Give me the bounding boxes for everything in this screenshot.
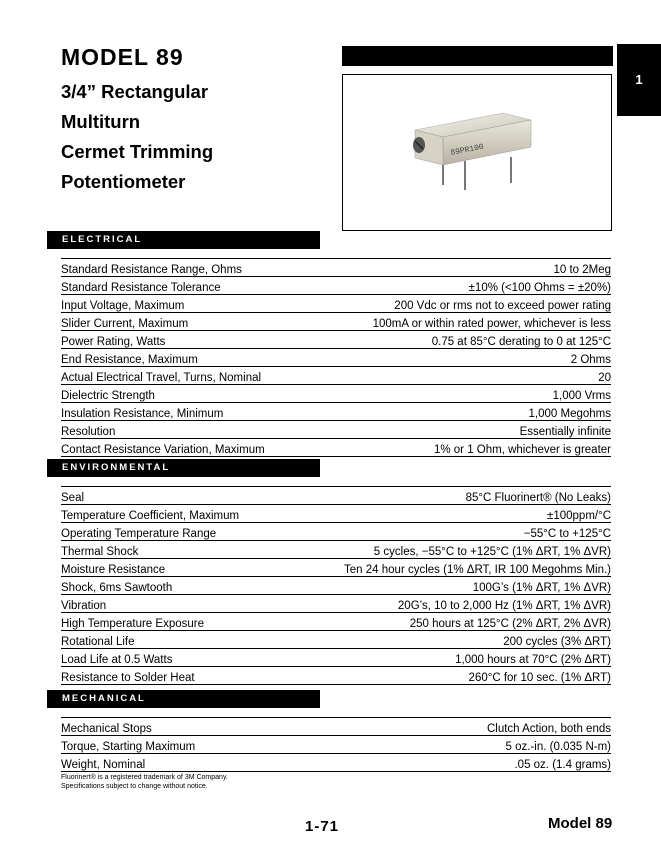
spec-label: Actual Electrical Travel, Turns, Nominal [61,367,314,385]
spec-value: 0.75 at 85°C derating to 0 at 125°C [314,331,611,349]
spec-row [61,523,611,541]
subtitle-line: 3/4” Rectangular [61,81,209,102]
spec-value: 1,000 hours at 70°C (2% ΔRT) [281,649,611,667]
spec-row [61,421,611,439]
spec-row [61,505,611,523]
spec-label: Vibration [61,595,281,613]
spec-label: Rotational Life [61,631,281,649]
spec-value: 20G’s, 10 to 2,000 Hz (1% ΔRT, 1% ΔVR) [281,595,611,613]
spec-row [61,667,611,685]
spec-row [61,754,611,772]
spec-label: Standard Resistance Range, Ohms [61,259,314,277]
spec-row [61,313,611,331]
electrical-heading: ELECTRICAL [47,231,320,249]
spec-label: Power Rating, Watts [61,331,314,349]
spec-value: .05 oz. (1.4 grams) [347,754,611,772]
spec-value: 250 hours at 125°C (2% ΔRT, 2% ΔVR) [281,613,611,631]
spec-value: 1% or 1 Ohm, whichever is greater [314,439,611,457]
footnotes [61,773,228,791]
spec-label: End Resistance, Maximum [61,349,314,367]
product-photo [342,74,612,231]
spec-label: Operating Temperature Range [61,523,281,541]
spec-label: Standard Resistance Tolerance [61,277,314,295]
product-label: 89PR100 [449,142,485,158]
spec-row [61,613,611,631]
mechanical-heading: MECHANICAL [47,690,320,708]
spec-value: 10 to 2Meg [314,259,611,277]
spec-label: Thermal Shock [61,541,281,559]
spec-value: ±100ppm/°C [281,505,611,523]
spec-row [61,649,611,667]
subtitle-line: Potentiometer [61,171,186,192]
spec-row [61,595,611,613]
environmental-heading: ENVIRONMENTAL [47,459,320,477]
spec-row [61,559,611,577]
spec-value: −55°C to +125°C [281,523,611,541]
spec-label: Load Life at 0.5 Watts [61,649,281,667]
spec-value: 5 cycles, −55°C to +125°C (1% ΔRT, 1% ΔVR) [281,541,611,559]
spec-label: Input Voltage, Maximum [61,295,314,313]
potentiometer-illustration [343,75,611,230]
spec-label: Weight, Nominal [61,754,347,772]
spec-row [61,541,611,559]
spec-label: Shock, 6ms Sawtooth [61,577,281,595]
spec-label: Contact Resistance Variation, Maximum [61,439,314,457]
spec-row [61,295,611,313]
spec-value: 2 Ohms [314,349,611,367]
spec-label: Moisture Resistance [61,559,281,577]
spec-row [61,631,611,649]
spec-row [61,331,611,349]
spec-value: Ten 24 hour cycles (1% ΔRT, IR 100 Megohms Min.) [281,559,611,577]
spec-label: Seal [61,487,281,505]
spec-row [61,403,611,421]
electrical-table [61,258,611,457]
spec-row [61,736,611,754]
spec-label: Insulation Resistance, Minimum [61,403,314,421]
spec-value: Clutch Action, both ends [347,718,611,736]
spec-label: High Temperature Exposure [61,613,281,631]
mechanical-table [61,717,611,772]
spec-label: Dielectric Strength [61,385,314,403]
spec-value: 1,000 Vrms [314,385,611,403]
spec-value: 1,000 Megohms [314,403,611,421]
spec-value: ±10% (<100 Ohms = ±20%) [314,277,611,295]
spec-row [61,385,611,403]
spec-label: Mechanical Stops [61,718,347,736]
product-subtitle [61,77,331,197]
spec-label: Temperature Coefficient, Maximum [61,505,281,523]
footnote-disclaimer: Specifications subject to change without notice. [61,783,208,790]
spec-row [61,277,611,295]
spec-value: 20 [314,367,611,385]
spec-row [61,487,611,505]
page-number: 1-71 [305,818,340,835]
spec-row [61,718,611,736]
spec-value: 85°C Fluorinert® (No Leaks) [281,487,611,505]
spec-value: 100G’s (1% ΔRT, 1% ΔVR) [281,577,611,595]
spec-value: 260°C for 10 sec. (1% ΔRT) [281,667,611,685]
footnote-trademark: Fluorinert® is a registered trademark of 3M Company. [61,774,228,781]
spec-value: 5 oz.-in. (0.035 N-m) [347,736,611,754]
spec-value: 200 Vdc or rms not to exceed power rating [314,295,611,313]
subtitle-line: Cermet Trimming [61,141,214,162]
section-tab: 1 [617,44,661,116]
spec-row [61,349,611,367]
spec-value: 100mA or within rated power, whichever is less [314,313,611,331]
spec-label: Torque, Starting Maximum [61,736,347,754]
model-title: MODEL 89 [61,44,184,70]
spec-row [61,367,611,385]
spec-row [61,439,611,457]
footer-model-label: Model 89 [548,815,613,832]
spec-value: 200 cycles (3% ΔRT) [281,631,611,649]
header-bar [342,46,613,66]
subtitle-line: Multiturn [61,111,141,132]
spec-value: Essentially infinite [314,421,611,439]
environmental-table [61,486,611,685]
spec-row [61,259,611,277]
spec-label: Slider Current, Maximum [61,313,314,331]
spec-row [61,577,611,595]
spec-label: Resolution [61,421,314,439]
spec-label: Resistance to Solder Heat [61,667,281,685]
